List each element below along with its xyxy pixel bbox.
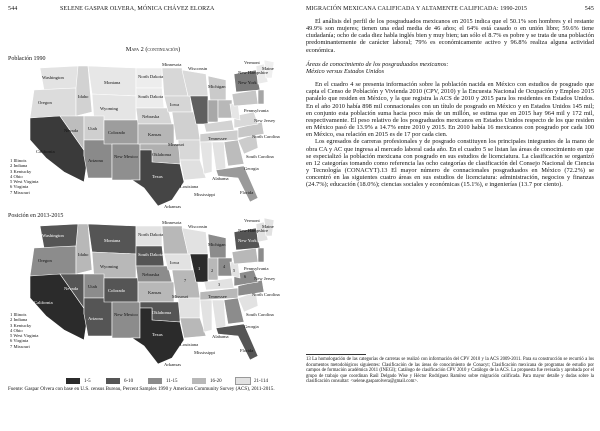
label-wisconsin: Wisconsin <box>188 66 208 71</box>
map-number: 7 <box>184 278 187 283</box>
state-oregon <box>30 246 76 276</box>
key-item: 2 Indiana <box>10 317 28 323</box>
label-idaho: Idaho <box>78 94 89 99</box>
state-key-1990 <box>10 158 38 195</box>
label-arkansas: Arkansas <box>164 204 182 209</box>
legend-swatch <box>236 378 250 384</box>
paragraph-cuadro-5: Los egresados de carreras profesionales y de posgrado constituyen los principales integrantes de la mano de obra CA y AC que ingresa al mercado laboral cada año. En el cuadro 5 se listan las áreas de conocimiento en que se especializó la población mexicana con posgrado en sus estudios de licenciatura. La clasificación se organizó en 12 categorías tomando como referencia las ocho categorías de clasificación del Consejo Nacional de Ciencia y Tecnología (CONACYT).13 El mayor número de connacionales posgraduados en México (72.2%) se concentró en las siguientes cuatro áreas en sus estudios de licenciatura: administración, negocios y finanzas (24.7%); educación (18.0%); ciencias sociales y económicas (15.1%), e ingenierías (13.7 por ciento). <box>306 138 594 189</box>
label-georgia: Georgia <box>244 166 259 171</box>
label-oklahoma: Oklahoma <box>152 152 172 157</box>
label-arizona: Arizona <box>88 316 103 321</box>
label-idaho: Idaho <box>78 252 89 257</box>
map-number: 2 <box>211 268 214 273</box>
section-subtitle: México versus Estados Unidos <box>306 67 385 75</box>
key-item: 7 Missouri <box>10 343 30 349</box>
key-item: 3 Kentucky <box>10 322 32 328</box>
footnote-13: 13 La homologación de las categorías de carreras se realizó con información del CPV 2010 y la ACS 2009-2011. Para su construcción se recurrió a los documentos metodológicos siguientes: Clasificación de las áreas de conocimiento de Conacyt; Clasificación mexicana de programas de estudio por campos de formación académica 2011 (INEGI); Catálogo de clasificación CPV 2010 y Catálogo de la ACS. La propuesta fue revisada y aprobada por el grupo de trabajo que coordinan Raúl Delgado Wise y Héctor Rodríguez Ramírez sobre migración calificada. Para mayor detalle y dudas sobre la clasificación consultar: <selene.gasparolvera@gmail.com>. <box>306 357 594 385</box>
map-number: 4 <box>223 264 226 269</box>
label-mississippi: Mississippi <box>194 192 215 197</box>
key-item: 5 West Virginia <box>10 333 39 339</box>
label-montana: Montana <box>104 238 121 243</box>
label-kansas: Kansas <box>148 132 162 137</box>
label-south-dakota: South Dakota <box>138 94 164 99</box>
label-wyoming: Wyoming <box>100 264 119 269</box>
key-item: 1 Illinois <box>10 158 27 163</box>
label-oregon: Oregon <box>38 258 52 263</box>
label-louisiana: Louisiana <box>180 184 199 189</box>
key-item: 3 Kentucky <box>10 168 32 174</box>
label-alabama: Alabama <box>212 334 229 339</box>
label-north-dakota: North Dakota <box>138 74 164 79</box>
label-pennsylvania: Pennsylvania <box>244 108 269 113</box>
label-utah: Utah <box>88 126 97 131</box>
legend-label: 16-20 <box>210 378 222 384</box>
label-iowa: Iowa <box>170 102 180 107</box>
legend-swatch <box>106 378 120 384</box>
state-new-jersey <box>258 90 264 104</box>
state-pennsylvania <box>232 248 258 264</box>
key-item: 6 Virginia <box>10 338 29 344</box>
map-number: 6 <box>244 274 247 279</box>
legend-label: 21-114 <box>254 378 268 384</box>
label-minnesota: Minnesota <box>162 62 182 67</box>
label-north-carolina: North Carolina <box>252 292 280 297</box>
label-vermont: Vermont <box>244 218 260 223</box>
label-nebraska: Nebraska <box>142 272 160 277</box>
label-georgia: Georgia <box>244 324 259 329</box>
state-indiana <box>208 100 218 122</box>
body-text <box>306 18 594 188</box>
label-missouri: Missouri <box>172 294 189 299</box>
label-california: California <box>34 300 53 305</box>
state-louisiana <box>180 318 206 338</box>
label-kansas: Kansas <box>148 290 162 295</box>
label-nebraska: Nebraska <box>142 114 160 119</box>
label-washington: Washington <box>42 233 64 238</box>
label-tennessee: Tennessee <box>208 136 227 141</box>
state-key-2015 <box>10 312 38 349</box>
label-florida: Florida <box>240 190 254 195</box>
label-new-mexico: New Mexico <box>114 312 138 317</box>
key-item: 4 Ohio <box>10 173 23 179</box>
label-pennsylvania: Pennsylvania <box>244 266 269 271</box>
state-ohio <box>218 100 232 118</box>
label-north-dakota: North Dakota <box>138 232 164 237</box>
label-new-york: New York <box>238 238 257 243</box>
label-alabama: Alabama <box>212 176 229 181</box>
label-missouri: Missouri <box>168 142 185 147</box>
paragraph-cuadro-4: En el cuadro 4 se presenta información sobre la población nacida en México con estudios de posgrado que capta el Censo de Población y Vivienda 2010 (CPV, 2010) y la Encuesta Nacional de Ocupación y Empleo 2015 paralelo que residen en México, y la que registra la ACS de 2010 y 2015 para los residentes en Estados Unidos. En el año 2010 había 898 mil connacionales con un título de posgrado en México y en Estados Unidos 145 mil; en conjunto esta población suma hacia poco más de un millón, se estima que en 2015 hay 964 mil y 172 mil, respectivamente. El peso relativo de los posgraduados mexicanos en Estados Unidos respecto de los que residen en México pasó de 13.9% a 14.7% entre 2010 y 2015. En 2010 había 16 mexicanos con posgrado por cada 100 en México, esa relación en 2015 es de 17 por cada cien. <box>306 81 594 139</box>
label-maine: Maine <box>262 224 274 229</box>
label-south-carolina: South Carolina <box>246 312 274 317</box>
label-new-hampshire: New Hampshire <box>238 70 268 75</box>
label-new-jersey: New Jersey <box>254 118 276 123</box>
label-wisconsin: Wisconsin <box>188 224 208 229</box>
label-nevada: Nevada <box>64 286 79 291</box>
state-new-mexico <box>112 302 140 338</box>
running-head-left: SELENE GASPAR OLVERA, MÓNICA CHÁVEZ ELORZA <box>60 6 215 12</box>
label-oklahoma: Oklahoma <box>152 310 172 315</box>
footnote-rule <box>306 354 366 355</box>
legend-swatch <box>148 378 162 384</box>
label-colorado: Colorado <box>108 288 126 293</box>
label-nevada: Nevada <box>64 128 79 133</box>
legend-swatch <box>66 378 80 384</box>
state-arkansas <box>178 298 200 318</box>
label-tennessee: Tennessee <box>208 294 227 299</box>
key-item: 6 Virginia <box>10 184 29 190</box>
label-california: California <box>36 149 55 154</box>
state-louisiana <box>180 160 206 180</box>
label-michigan: Michigan <box>208 84 226 89</box>
label-arizona: Arizona <box>88 158 103 163</box>
state-alabama <box>212 300 226 330</box>
key-item: 2 Indiana <box>10 163 28 169</box>
label-oregon: Oregon <box>38 100 52 105</box>
label-new-mexico: New Mexico <box>114 154 138 159</box>
key-item: 1 Illinois <box>10 312 27 317</box>
label-colorado: Colorado <box>108 130 126 135</box>
key-item: 5 West Virginia <box>10 179 39 185</box>
source-note: Fuente: Gaspar Olvera con base en U.S. census Bureau, Percent Samples 1990 y American Community Survey (ACS), 2011-2015. <box>8 386 275 392</box>
label-mississippi: Mississippi <box>194 350 215 355</box>
footnote <box>306 357 594 385</box>
label-minnesota: Minnesota <box>162 220 182 225</box>
key-item: 7 Missouri <box>10 189 30 195</box>
color-legend <box>66 372 276 384</box>
key-item: 4 Ohio <box>10 327 23 333</box>
label-montana: Montana <box>104 80 121 85</box>
label-arkansas: Arkansas <box>164 362 182 367</box>
legend-label: 1-5 <box>84 378 91 384</box>
map-caption: Mapa 2 (continuación) <box>125 46 181 53</box>
legend-swatch <box>192 378 206 384</box>
state-new-jersey <box>258 248 264 262</box>
state-florida <box>216 324 258 360</box>
state-florida <box>216 166 258 202</box>
page-number-right: 545 <box>584 6 594 12</box>
label-texas: Texas <box>152 332 163 337</box>
map-number: 3 <box>218 282 221 287</box>
label-louisiana: Louisiana <box>180 342 199 347</box>
label-south-dakota: South Dakota <box>138 252 164 257</box>
map-number: 1 <box>198 266 201 271</box>
map1-title: Población 1990 <box>8 56 46 62</box>
paragraph-profile: El análisis del perfil de los posgraduados mexicanos en 2015 indica que el 50.1% son hombres y el restante 49.9% son mujeres; tienen una edad media de 46 años; el 64% está casado o en unión libre; 59.6% tiene ciudadanía; ocho de cada diez habla inglés bien y muy bien; tan sólo el 8.7% es pobre y se trata de una población predominantemente de carácter laboral; 79% es económicamente activo y 96.8% realiza alguna actividad económica. <box>306 18 594 54</box>
label-utah: Utah <box>88 284 97 289</box>
map-number: 5 <box>233 268 236 273</box>
legend-label: 6-10 <box>124 378 134 384</box>
label-south-carolina: South Carolina <box>246 154 274 159</box>
map-2013-2015 <box>12 218 280 368</box>
label-wyoming: Wyoming <box>100 106 119 111</box>
page-number-left: 544 <box>8 6 18 12</box>
map2-title: Posición en 2013-2015 <box>8 213 64 219</box>
label-north-carolina: North Carolina <box>252 134 280 139</box>
label-washington: Washington <box>42 75 64 80</box>
state-oregon <box>30 88 76 118</box>
label-new-hampshire: New Hampshire <box>238 228 268 233</box>
state-alabama <box>212 142 226 172</box>
map-1990 <box>12 60 280 210</box>
right-page <box>306 0 594 431</box>
section-title: Áreas de conocimiento de los posgraduados mexicanos: <box>306 60 449 68</box>
left-page <box>8 0 298 431</box>
label-new-york: New York <box>238 80 257 85</box>
label-vermont: Vermont <box>244 60 260 65</box>
state-pennsylvania <box>232 90 258 106</box>
label-florida: Florida <box>240 348 254 353</box>
legend-label: 11-15 <box>166 378 178 384</box>
label-texas: Texas <box>152 174 163 179</box>
label-michigan: Michigan <box>208 242 226 247</box>
label-maine: Maine <box>262 66 274 71</box>
label-new-jersey: New Jersey <box>254 276 276 281</box>
state-new-mexico <box>112 144 140 180</box>
running-head-right: MIGRACIÓN MEXICANA CALIFICADA Y ALTAMENTE CALIFICADA: 1990-2015 <box>306 6 528 12</box>
label-iowa: Iowa <box>170 260 180 265</box>
